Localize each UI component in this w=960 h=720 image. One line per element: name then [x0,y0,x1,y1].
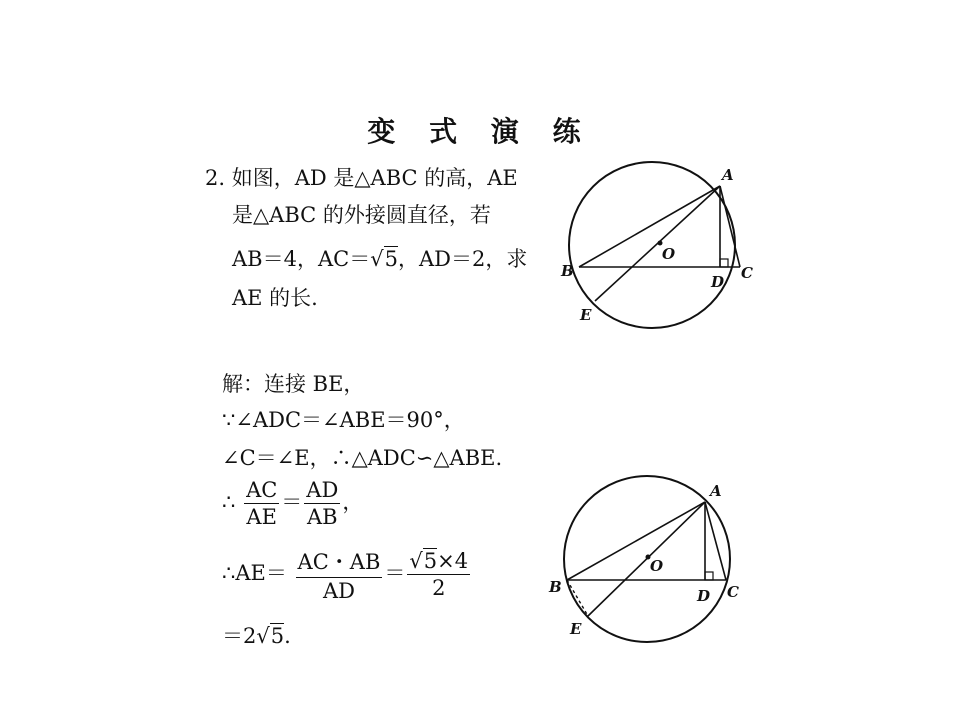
solution-line-2: ∵∠ADC＝∠ABE＝90°， [222,408,465,432]
label-c: C [727,583,739,601]
geometry-figure-solution [540,465,770,655]
solution-line-4: ∴ $\frac{AC}{AE}$ ＝ $\frac{AD}{AB}$ ， [222,478,364,529]
fraction-ad-ab: $\frac{AD}{AB}$ [306,478,339,529]
fraction-sqrt5x4-over-2: $\frac{√5\times 4}{2}$ [409,549,469,600]
circumscribed-circle [569,162,735,328]
solution-line-6: ＝2√5. [222,624,291,648]
geometry-figure-problem [545,150,775,340]
sqrt-five-result: √5 [256,624,285,648]
problem-line-1: 2. 如图，AD 是△ABC 的高，AE [205,166,518,190]
label-c: C [741,264,753,282]
solution-line-5: ∴AE＝ $\frac{AC・AB}{AD}$ ＝ $\frac{√5\times 4}{2}$ [222,546,472,603]
problem-line-3 [232,243,527,273]
sqrt-five: √5 [370,247,398,271]
label-b: B [549,578,562,596]
label-o: O [650,557,664,575]
problem-line-2: 是△ABC 的外接圆直径，若 [232,203,491,227]
right-angle-mark [720,259,728,267]
label-e: E [570,620,582,638]
label-d: D [697,587,711,605]
label-d: D [711,273,725,291]
segment-ab [579,186,720,267]
solution-line-1: 解：连接 BE， [222,372,365,396]
label-a: A [722,166,734,184]
segment-ac [720,186,740,267]
label-b: B [561,262,574,280]
problem-given-ab-ac: AB＝4，AC＝ [232,247,371,271]
fraction-ac-ab-over-ad: $\frac{AC・AB}{AD}$ [296,546,383,603]
problem-line-4: AE 的长. [232,286,318,310]
label-o: O [662,245,676,263]
segment-ae [595,186,720,301]
label-a: A [710,482,722,500]
label-e: E [580,306,592,324]
right-angle-mark [705,572,713,580]
segment-be [567,580,588,616]
section-title: 变 式 演 练 [367,115,593,148]
fraction-ac-ae: $\frac{AC}{AE}$ [246,478,278,529]
solution-line-3: ∠C＝∠E，∴△ADC∽△ABE. [222,446,503,470]
therefore-symbol: ∴ [222,490,236,514]
problem-given-ad: ，AD＝2，求 [397,247,528,271]
